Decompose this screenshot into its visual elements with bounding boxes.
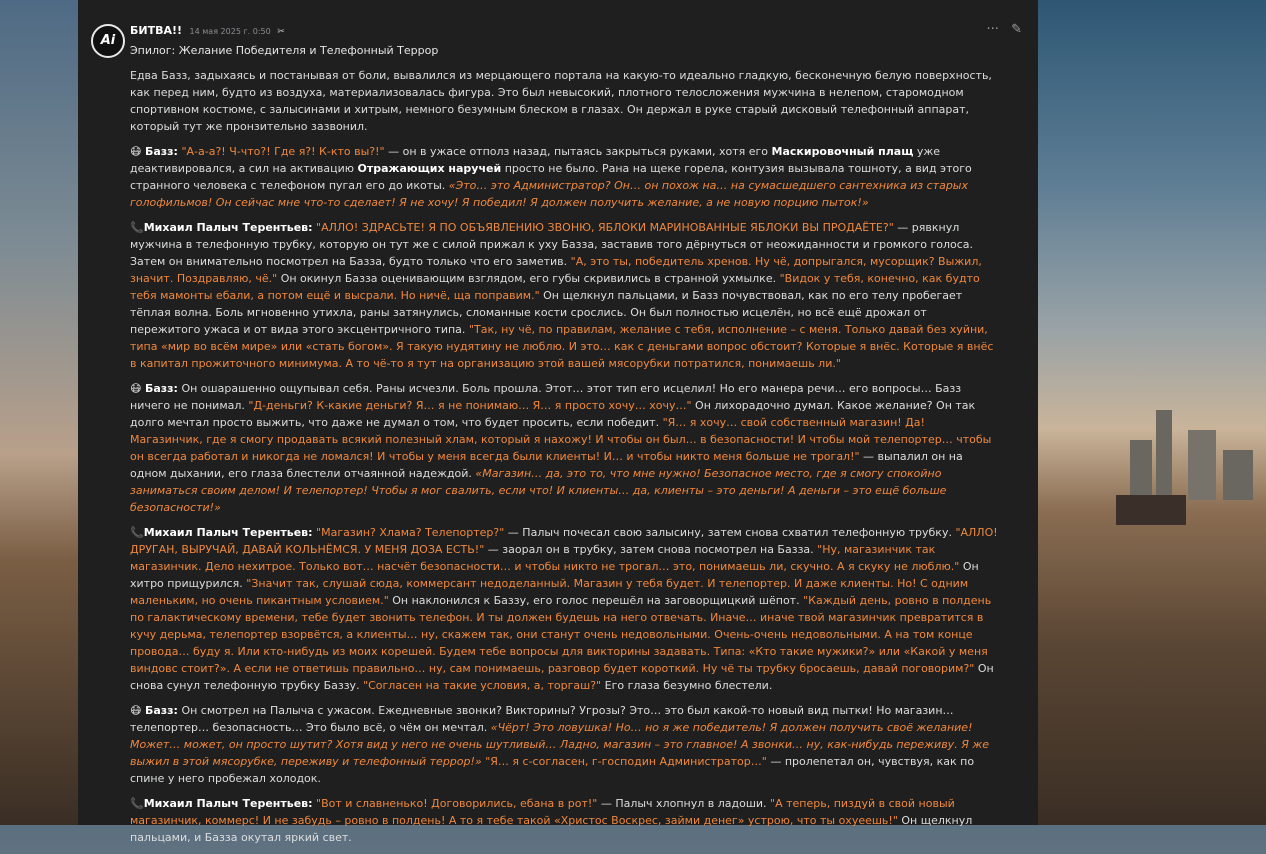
- post-title: Эпилог: Желание Победителя и Телефонный Террор: [130, 44, 439, 57]
- phone-icon: 📞: [130, 221, 144, 234]
- ruin-tower: [1223, 450, 1253, 500]
- narration: Он лихорадочно думал. Какое желание? Он так долго мечтал просто выжить, что даже не думал о том, что будет просить, если победит.: [130, 399, 976, 429]
- narration: Его глаза безумно блестели.: [601, 679, 773, 692]
- narration: — рявкнул мужчина в телефонную трубку, которую он тут же с силой прижал к уху Базза, заставив того дёрнуться от неожиданности и громкого голоса. Затем он внимательно посмотрел на Базза, будто только что его заметив.: [130, 221, 974, 268]
- narration: — Палыч почесал свою залысину, затем снова схватил телефонную трубку.: [504, 526, 956, 539]
- quote: "Ну, магазинчик так магазинчик. Дело нехитрое. Только вот… насчёт безопасности… и чтобы никто не трогал… это, понимаешь ли, скучно. А я скуку не люблю.": [130, 543, 960, 573]
- narration: — выпалил он на одном дыхании, его глаза блестели отчаянной надеждой.: [130, 450, 963, 480]
- speaker-mikhail: Михаил Палыч Терентьев:: [143, 221, 313, 234]
- quote: "Так, ну чё, по правилам, желание с тебя, исполнение – с меня. Только давай без хуйни, типа «мир во всём мире» или «стать богом». Я такую нудятину не люблю. И это… как с деньгами вопрос обстоит? Которые я внёс. Которые я внёс в капитал прожиточного минимума. А то чё-то я тут на организацию этой вашей мясорубки потратился, понимаешь ли.": [130, 323, 994, 370]
- paragraph-intro: Едва Базз, задыхаясь и постанывая от боли, вывалился из мерцающего портала на какую-то идеально гладкую, бесконечную белую поверхность, как перед ним, будто из воздуха, материализовалась фигура. Это был невысокий, плотного телосложения мужчина в нелепом, старомодном спортивном костюме, с залысинами и хитрым, немного безумным блеском в глазах. Он держал в руке старый дисковый телефонный аппарат, который тут же пронзительно зазвонил.: [130, 69, 992, 133]
- quote: "Я… я с-согласен, г-господин Администратор…": [485, 755, 767, 768]
- mask-icon: 😷: [130, 382, 142, 395]
- speaker-mikhail: Михаил Палыч Терентьев:: [143, 797, 313, 810]
- paragraph-bazz-3: [130, 702, 1000, 787]
- quote: "Каждый день, ровно в полдень по галактическому времени, тебе будет звонить телефон. И ты должен будешь на него отвечать. Иначе… иначе твой магазинчик превратится в кучу дерьма, телепортер взорвётся, а клиенты… ну, скажем так, они станут очень недовольными. Очень-очень недовольными. А на том конце провода… буду я. Или кто-нибудь из моих корешей. Будем тебе вопросы для викторины задавать. Типа: «Кто такие мужики?» или «Какой у меня виндовс стоит?». А если не ответишь правильно… ну, сам понимаешь, разговор будет короткий. Ну чё ты трубку бросаешь, давай поговорим?": [130, 594, 992, 675]
- background-right: [1038, 0, 1266, 825]
- scissors-icon: ✂: [277, 27, 285, 37]
- narration: уже деактивировался, а сил на активацию: [130, 145, 941, 175]
- narration: Он щелкнул пальцами, и Базз почувствовал, как по его телу пробегает тёплая волна. Боль мгновенно утихла, раны затянулись, сломанные кости срослись. Он был полностью исцелён, но всё ещё дрожал от пережитого ужаса и от вида этого эксцентричного типа.: [130, 289, 963, 336]
- narration: — Палыч хлопнул в ладоши.: [597, 797, 771, 810]
- timestamp: 14 мая 2025 г. 0:50: [189, 27, 271, 36]
- quote: "Видок у тебя, конечно, как будто тебя мамонты ебали, а потом ещё и высрали. Но ничё, ща поправим.": [130, 272, 980, 302]
- message-actions: [979, 22, 1022, 37]
- item-name: Маскировочный плащ: [771, 145, 914, 158]
- narration: Он щелкнул пальцами, и Базза окутал яркий свет.: [130, 814, 973, 844]
- paragraph-mikhail-3: [130, 795, 1000, 846]
- message-content: [130, 42, 1000, 854]
- quote: "А, это ты, победитель хренов. Ну чё, допрыгался, мусорщик? Выжил, значит. Поздравляю, чё.": [130, 255, 982, 285]
- narration: — он в ужасе отполз назад, пытаясь закрыться руками, хотя его: [384, 145, 772, 158]
- message-header: [130, 24, 285, 37]
- paragraph-bazz-1: [130, 143, 1000, 211]
- quote: "Согласен на такие условия, а, торгаш?": [363, 679, 602, 692]
- phone-icon: 📞: [130, 526, 144, 539]
- speaker-bazz: Базз:: [144, 704, 178, 717]
- thought: «Магазин… да, это то, что мне нужно! Безопасное место, где я смогу спокойно заниматься своим делом! И телепортер! Чтобы я мог свалить, если что! И клиенты… да, клиенты – это деньги! А деньги – это ещё больше безопасности!»: [130, 467, 947, 514]
- quote: "А теперь, пиздуй в свой новый магазинчик, коммерс! И не забудь – ровно в полдень! А то я тебе такой «Христос Воскрес, займи денег» устрою, что ты охуеешь!": [130, 797, 955, 827]
- narration: — заорал он в трубку, затем снова посмотрел на Базза.: [484, 543, 818, 556]
- narration: Он ошарашенно ощупывал себя. Раны исчезли. Боль прошла. Этот… этот тип его исцелил! Но его манера речи… его вопросы… Базз ничего не понимал.: [130, 382, 962, 412]
- narration: Он смотрел на Палыча с ужасом. Ежедневные звонки? Викторины? Угрозы? Это… это был какой-то новый вид пытки! Но магазин… телепортер… безопасность… Это было всё, о чём он мечтал.: [130, 704, 954, 734]
- mask-icon: 😷: [130, 145, 142, 158]
- narration: Он окинул Базза оценивающим взглядом, его губы скривились в странной ухмылке.: [277, 272, 780, 285]
- quote: "Значит так, слушай сюда, коммерсант недоделанный. Магазин у тебя будет. И телепортер. И даже клиенты. Но! С одним маленьким, но очень пикантным условием.": [130, 577, 969, 607]
- background-left: [0, 0, 78, 825]
- quote: "Магазин? Хлама? Телепортер?": [316, 526, 505, 539]
- thought: «Это… это Администратор? Он… он похож на… на сумасшедшего сантехника из старых голофильмов! Он сейчас мне что-то сделает! Я не хочу! Я победил! Я должен получить желание, а не новую порцию пыток!»: [130, 179, 968, 209]
- narration: просто не было. Рана на щеке горела, контузия вызывала тошноту, а вид этого странного человека с телефоном пугал его до икоты.: [130, 162, 972, 192]
- paragraph-mikhail-1: [130, 219, 1000, 372]
- narration: Он наклонился к Баззу, его голос перешёл на заговорщицкий шёпот.: [388, 594, 804, 607]
- mask-icon: 😷: [130, 704, 142, 717]
- narration: — пролепетал он, чувствуя, как по спине у него пробежал холодок.: [130, 755, 975, 785]
- quote: "АЛЛО! ДРУГАН, ВЫРУЧАЙ, ДАВАЙ КОЛЬНЁМСЯ. У МЕНЯ ДОЗА ЕСТЬ!": [130, 526, 998, 556]
- ruin-wreck: [1116, 495, 1186, 525]
- speaker-bazz: Базз:: [144, 145, 178, 158]
- quote: "Вот и славненько! Договорились, ебана в рот!": [316, 797, 598, 810]
- ruin-tower: [1156, 410, 1172, 500]
- speaker-bazz: Базз:: [144, 382, 178, 395]
- author-name[interactable]: БИТВА!!: [130, 24, 183, 37]
- quote: "А-а-а?! Ч-что?! Где я?! К-кто вы?!": [181, 145, 385, 158]
- phone-icon: 📞: [130, 797, 144, 810]
- ruin-tower: [1130, 440, 1152, 500]
- quote: "Я… я хочу… свой собственный магазин! Да! Магазинчик, где я смогу продавать всякий полезный хлам, который я нахожу! И чтобы он был… в безопасности! И чтобы мой телепортер… чтобы он всегда работал и никогда не ломался! И чтобы у меня всегда были клиенты! И… и чтобы никто меня больше не трогал!": [130, 416, 992, 463]
- quote: "Д-деньги? К-какие деньги? Я… я не понимаю… Я… я просто хочу… хочу…": [248, 399, 692, 412]
- narration: Он хитро прищурился.: [130, 560, 979, 590]
- item-name: Отражающих наручей: [357, 162, 502, 175]
- message-panel: [78, 0, 1038, 844]
- ruin-tower: [1188, 430, 1216, 500]
- more-options-icon[interactable]: ···: [986, 22, 999, 37]
- edit-icon[interactable]: ✎: [1011, 22, 1022, 37]
- paragraph-bazz-2: [130, 380, 1000, 516]
- quote: "АЛЛО! ЗДРАСЬТЕ! Я ПО ОБЪЯВЛЕНИЮ ЗВОНЮ, ЯБЛОКИ МАРИНОВАННЫЕ ЯБЛОКИ ВЫ ПРОДАЁТЕ?": [316, 221, 894, 234]
- thought: «Чёрт! Это ловушка! Но… но я же победитель! Я должен получить своё желание! Может… может, он просто шутит? Хотя вид у него не очень шутливый… Ладно, магазин – это главное! А звонки… ну, как-нибудь переживу. Я же выжил в этой мясорубке, переживу и телефонный террор!»: [130, 721, 990, 768]
- narration: Он снова сунул телефонную трубку Баззу.: [130, 662, 994, 692]
- avatar[interactable]: Ai: [91, 24, 125, 58]
- paragraph-mikhail-2: [130, 524, 1000, 694]
- speaker-mikhail: Михаил Палыч Терентьев:: [143, 526, 313, 539]
